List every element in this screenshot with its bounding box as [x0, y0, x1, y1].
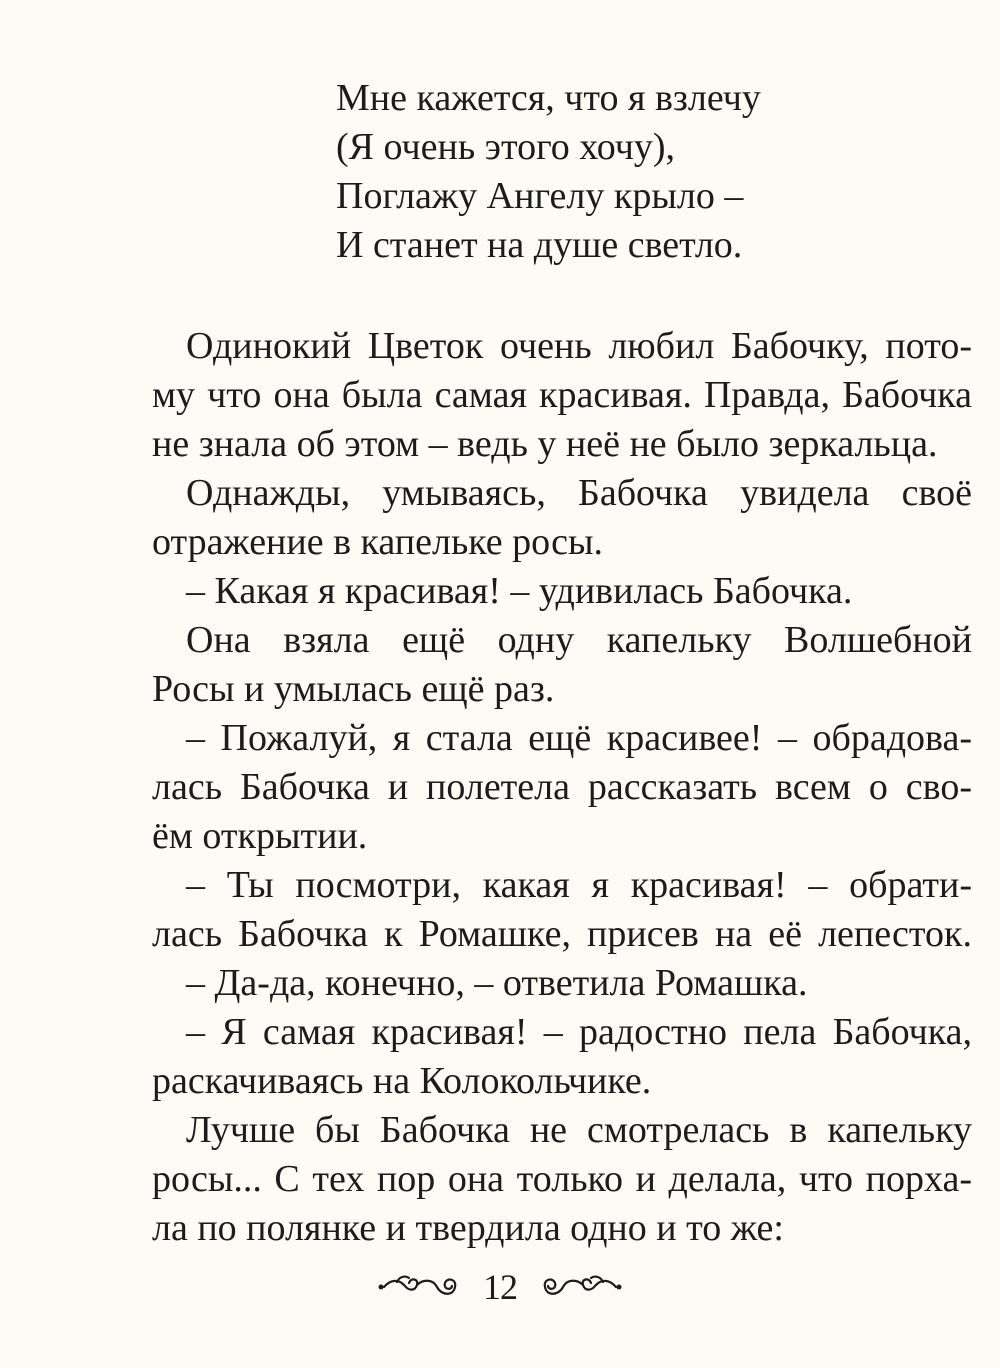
- text-line: лась Бабочка к Ромашке, присев на её лепесток.: [152, 913, 972, 955]
- poem-line: Мне кажется, что я взлечу: [336, 77, 761, 119]
- text-line: ла по полянке и твердила одно и то же:: [152, 1207, 784, 1249]
- swirl-ornament-left-icon: [375, 1269, 461, 1305]
- text-line: раскачиваясь на Колокольчике.: [152, 1060, 652, 1102]
- text-line: му что она была самая красивая. Правда, Бабочка: [152, 374, 972, 416]
- poem-stanza: [336, 74, 896, 270]
- poem-line: И станет на душе светло.: [336, 224, 743, 266]
- page-footer: [0, 1262, 1000, 1312]
- text-line: – Пожалуй, я стала ещё красивее! – обрадова-: [186, 717, 972, 759]
- text-line: ём открытии.: [152, 815, 368, 857]
- text-line: Однажды, умываясь, Бабочка увидела своё: [186, 472, 972, 514]
- text-line: Росы и умылась ещё раз.: [152, 668, 555, 710]
- page-number: 12: [483, 1267, 517, 1307]
- text-line: лась Бабочка и полетела рассказать всем о сво-: [152, 766, 972, 808]
- text-line: – Ты посмотри, какая я красивая! – обрати-: [186, 864, 972, 906]
- text-line: Одинокий Цветок очень любил Бабочку, пото-: [186, 325, 972, 367]
- text-line: росы... С тех пор она только и делала, что порха-: [152, 1158, 972, 1200]
- text-line: – Я самая красивая! – радостно пела Бабочка,: [186, 1011, 972, 1053]
- text-line: Лучше бы Бабочка не смотрелась в капельку: [186, 1109, 972, 1151]
- text-line: – Да-да, конечно, – ответила Ромашка.: [186, 962, 808, 1004]
- text-line: – Какая я красивая! – удивилась Бабочка.: [186, 570, 853, 612]
- text-line: Она взяла ещё одну капельку Волшебной: [186, 619, 972, 661]
- swirl-ornament-right-icon: [539, 1269, 625, 1305]
- text-line: не знала об этом – ведь у неё не было зеркальца.: [152, 423, 938, 465]
- poem-line: (Я очень этого хочу),: [336, 126, 676, 168]
- text-line: отражение в капельке росы.: [152, 521, 604, 563]
- story-text: [152, 322, 972, 1253]
- poem-line: Поглажу Ангелу крыло –: [336, 175, 744, 217]
